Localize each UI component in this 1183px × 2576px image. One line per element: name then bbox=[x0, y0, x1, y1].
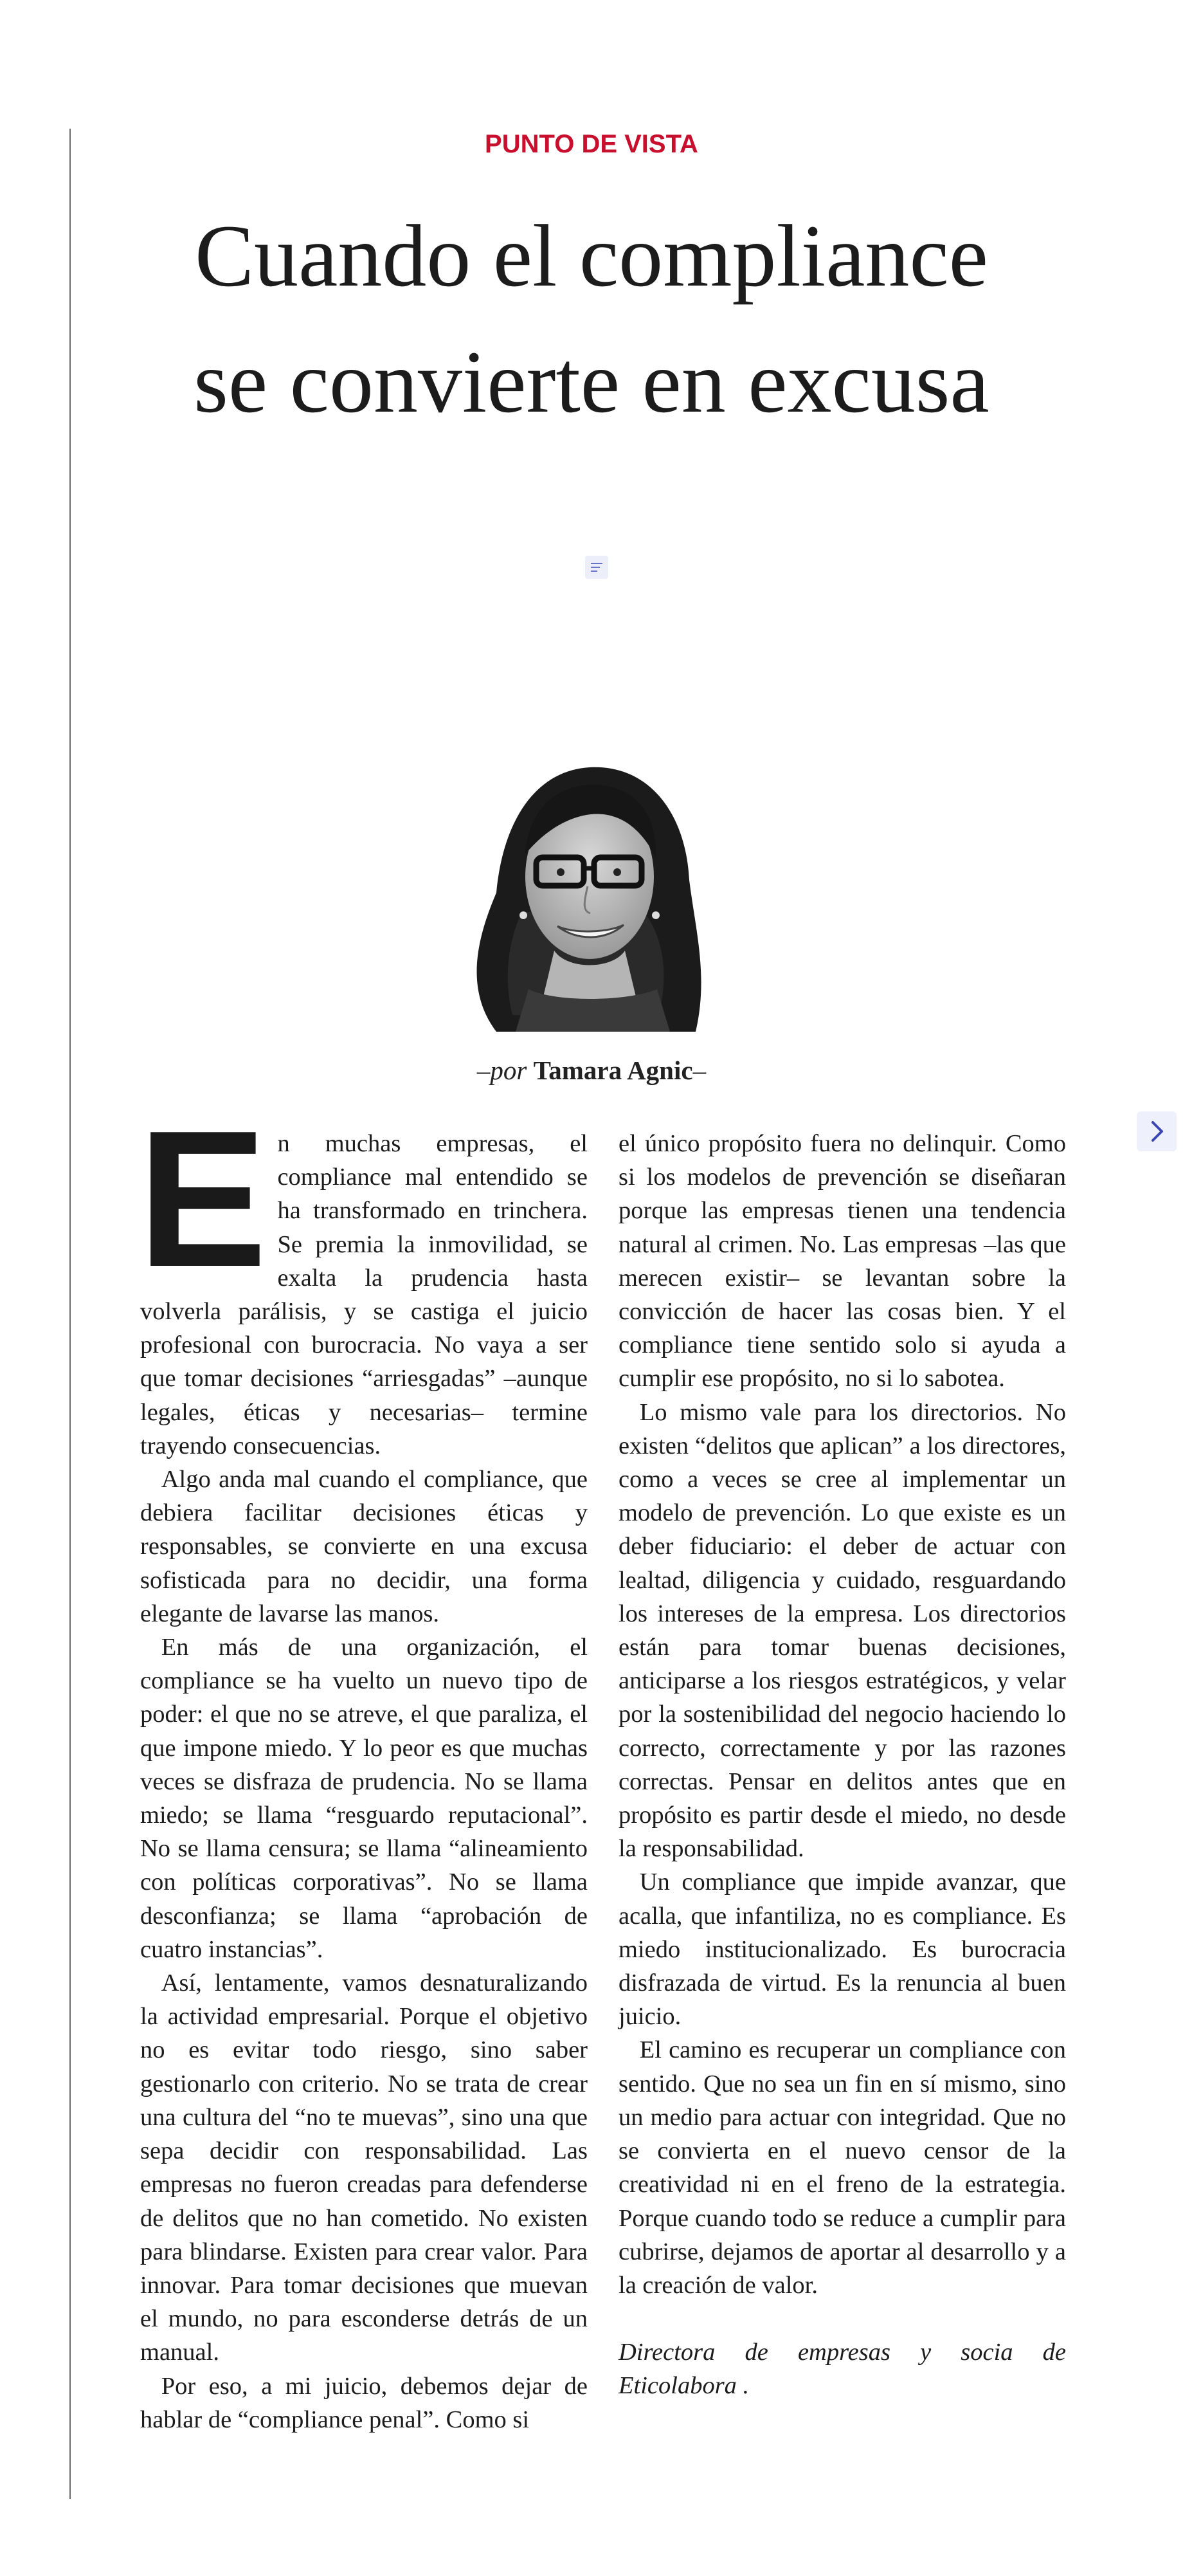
paragraph: Por eso, a mi juicio, debemos dejar de hablar de “compliance penal”. Como si bbox=[140, 2372, 588, 2433]
author-portrait bbox=[451, 745, 721, 1032]
paragraph: Lo mismo vale para los directorios. No existen “delitos que aplican” a los directores, como a veces se cree al implementar un modelo de prevención. Lo que existe es un deber fiduciario: el deber de actuar con lealtad, diligencia y cuidado, resguardando los intereses de la empresa. Los directorios están para tomar buenas decisiones, anticiparse a los riesgos estratégicos, y velar por la sostenibilidad del negocio haciendo lo correcto, correctamente y por las razones correctas. Pensar en delitos antes que en propósito es partir desde el miedo, no desde la responsabilidad. bbox=[619, 1398, 1066, 1863]
byline-author: Tamara Agnic bbox=[533, 1055, 693, 1085]
paragraph: En más de una organización, el compliance se ha vuelto un nuevo tipo de poder: el que no se atreve, el que paraliza, el que impone miedo. Y lo peor es que muchas veces se disfraza de prudencia. No se llama miedo; se llama “resguardo reputacional”. No se llama censura; se llama “alineamiento con políticas corporativas”. No se llama desconfianza; se llama “aprobación de cuatro instancias”. bbox=[140, 1634, 588, 1963]
paragraph: El camino es recuperar un compliance con sentido. Que no sea un fin en sí mismo, sino un medio para actuar con integridad. Que no se convierta en el nuevo censor de la creatividad ni en el freno de la estrategia. Porque cuando todo se reduce a cumplir para cubrirse, dejamos de aportar al desarrollo y a la creación de valor. bbox=[619, 2036, 1066, 2299]
chevron-right-icon bbox=[1137, 1111, 1177, 1151]
paragraph: Algo anda mal cuando el compliance, que debiera facilitar decisiones éticas y responsables, se convierte en una excusa sofisticada para no decidir, una forma elegante de lavarse las manos. bbox=[140, 1466, 588, 1627]
paragraph: el único propósito fuera no delinquir. Como si los modelos de prevención se diseñaran porque las empresas tienen una tendencia natural al crimen. No. Las empresas –las que merecen existir– se levantan sobre la convicción de hacer las cosas bien. Y el compliance tiene sentido solo si ayuda a cumplir ese propósito, no si lo sabotea. bbox=[619, 1130, 1066, 1393]
byline bbox=[0, 1055, 1183, 1086]
section-kicker: PUNTO DE VISTA bbox=[485, 130, 698, 158]
byline-prefix: –por bbox=[476, 1055, 527, 1085]
headline bbox=[109, 193, 1074, 445]
drop-cap: E bbox=[138, 1090, 267, 1307]
article-column-right bbox=[619, 1127, 1066, 2403]
headline-line-2: se convierte en excusa bbox=[194, 333, 989, 431]
document-lines-icon[interactable] bbox=[585, 556, 608, 579]
paragraph: Un compliance que impide avanzar, que acalla, que infantiliza, no es compliance. Es miedo institucionalizado. Es burocracia disfrazada de virtud. Es la renuncia al buen juicio. bbox=[619, 1868, 1066, 2031]
paragraph-text: n muchas empresas, el compliance mal entendido se ha transformado en trinchera. Se premia la inmovilidad, se exalta la prudencia hasta volverla parálisis, y se castiga el juicio profesional con burocracia. No vaya a ser que tomar decisiones “arriesgadas” –aunque legales, éticas y necesarias– termine trayendo consecuencias. bbox=[140, 1130, 588, 1459]
paragraph bbox=[138, 1090, 588, 1463]
article-column-left bbox=[138, 1090, 588, 2436]
left-column-rule bbox=[69, 129, 71, 2499]
next-page-button[interactable] bbox=[1137, 1111, 1177, 1151]
author-signature: Directora de empresas y socia de Eticolabora . bbox=[619, 2339, 1066, 2400]
paragraph: Así, lentamente, vamos desnaturalizando la actividad empresarial. Porque el objetivo no es evitar todo riesgo, sino saber gestionarlo con criterio. No se trata de crear una cultura del “no te muevas”, sino una que sepa decidir con responsabilidad. Las empresas no fueron creadas para defenderse de delitos que no han cometido. No existen para blindarse. Existen para crear valor. Para innovar. Para tomar decisiones que muevan el mundo, no para esconderse detrás de un manual. bbox=[140, 1969, 588, 2366]
headline-line-1: Cuando el compliance bbox=[195, 206, 988, 305]
byline-suffix: – bbox=[692, 1055, 707, 1085]
